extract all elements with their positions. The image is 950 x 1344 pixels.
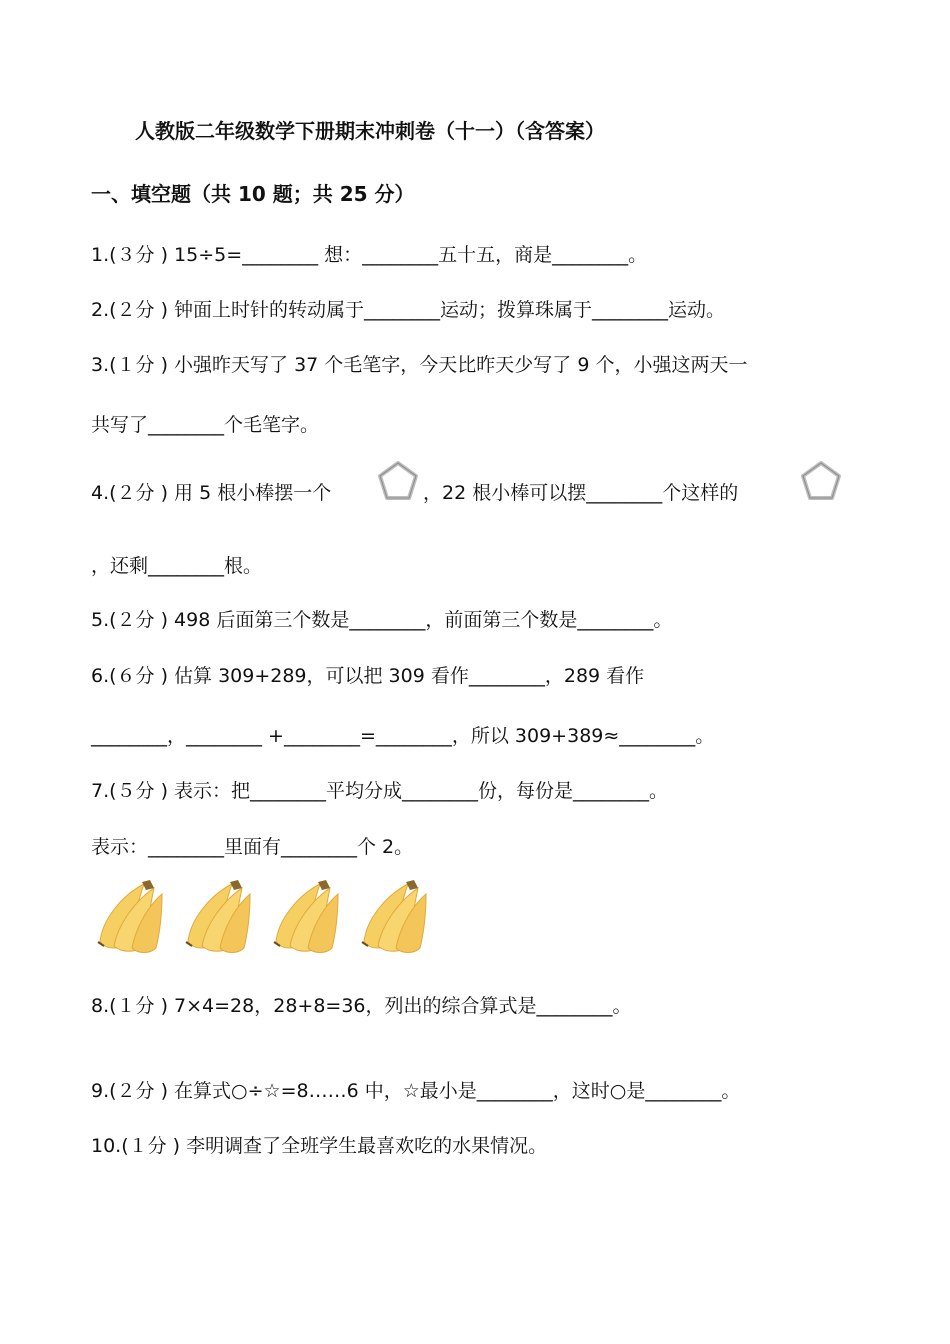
pentagon-sticks-icon <box>797 457 845 509</box>
question-9: 9.(２分 ) 在算式○÷☆=8……6 中，☆最小是________，这时○是________。 <box>91 1080 741 1102</box>
question-10: 10.(１分 ) 李明调查了全班学生最喜欢吃的水果情况。 <box>91 1135 548 1157</box>
question-4-line2: ，还剩________根。 <box>91 555 263 577</box>
question-6-line2: ________，________ +________=________，所以 309+389≈________。 <box>91 725 715 747</box>
banana-bunch-icon <box>98 880 162 953</box>
question-6-line1: 6.(６分 ) 估算 309+289，可以把 309 看作________，289 看作 <box>91 665 645 687</box>
section-heading: 一、填空题（共 10 题；共 25 分） <box>91 182 415 206</box>
question-7-line1: 7.(５分 ) 表示：把________平均分成________份，每份是________。 <box>91 780 669 802</box>
page-title: 人教版二年级数学下册期末冲刺卷（十一）（含答案） <box>135 119 605 143</box>
banana-bunch-icon <box>362 880 426 953</box>
banana-row <box>92 880 432 955</box>
question-4-part2: ，22 根小棒可以摆________个这样的 <box>423 482 739 504</box>
question-8: 8.(１分 ) 7×4=28，28+8=36，列出的综合算式是________。 <box>91 995 632 1017</box>
question-5: 5.(２分 ) 498 后面第三个数是________，前面第三个数是________。 <box>91 609 673 631</box>
banana-bunch-icon <box>186 880 250 953</box>
question-7-line2: 表示：________里面有________个 2。 <box>91 836 414 858</box>
banana-bunch-icon <box>274 880 338 953</box>
question-2: 2.(２分 ) 钟面上时针的转动属于________运动；拨算珠属于________运动。 <box>91 299 726 321</box>
question-4-part1: 4.(２分 ) 用 5 根小棒摆一个 <box>91 482 332 504</box>
pentagon-sticks-icon <box>374 457 422 509</box>
question-3-line1: 3.(１分 ) 小强昨天写了 37 个毛笔字，今天比昨天少写了 9 个，小强这两天一 <box>91 354 748 376</box>
question-3-line2: 共写了________个毛笔字。 <box>91 414 320 436</box>
question-1: 1.(３分 ) 15÷5=________ 想：________五十五，商是________。 <box>91 244 648 266</box>
